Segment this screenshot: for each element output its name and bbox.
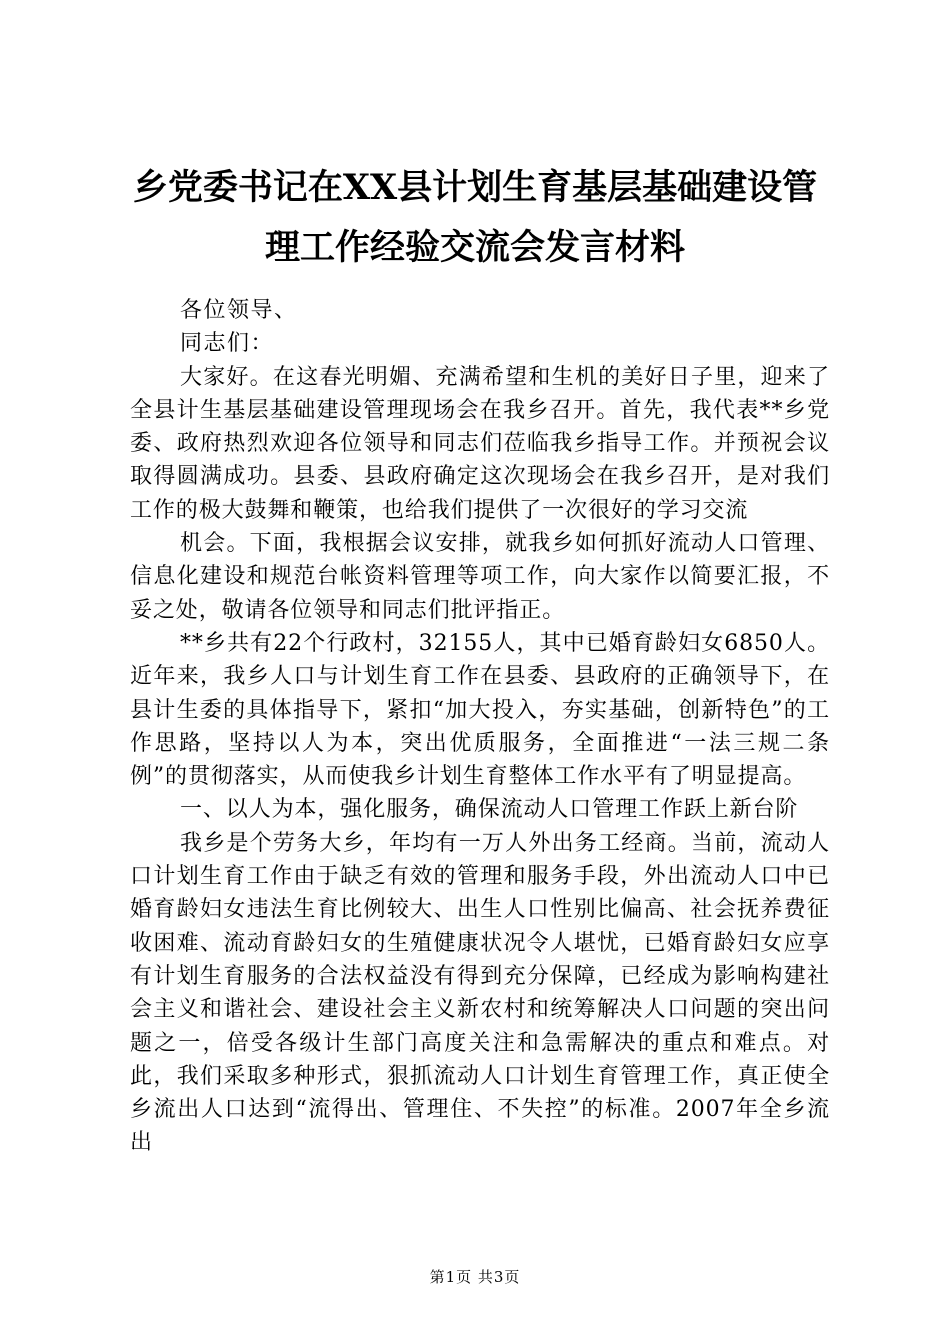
paragraph-report-intro: 机会。下面，我根据会议安排，就我乡如何抓好流动人口管理、信息化建设和规范台帐资料管理等项工作，向大家作以简要汇报，不妥之处，敬请各位领导和同志们批评指正。 — [130, 531, 830, 623]
title-line-1: 乡党委书记在XX县计划生育基层基础建设管 — [132, 167, 818, 208]
paragraph-greeting: 大家好。在这春光明媚、充满希望和生机的美好日子里，迎来了全县计生基层基础建设管理现场会在我乡召开。首先，我代表**乡党委、政府热烈欢迎各位领导和同志们莅临我乡指导工作。并预祝会议取得圆满成功。县委、县政府确定这次现场会在我乡召开，是对我们工作的极大鼓舞和鞭策，也给我们提供了一次很好的学习交流 — [130, 364, 830, 523]
document-body — [130, 294, 830, 1160]
document-title — [110, 158, 840, 278]
page-number: 第1页 共3页 — [429, 1268, 521, 1286]
title-line-2: 理工作经验交流会发言材料 — [264, 227, 685, 268]
section-heading-1: 一、以人为本，强化服务，确保流动人口管理工作跃上新台阶 — [180, 797, 799, 823]
salutation-leaders: 各位领导、 — [180, 298, 298, 323]
paragraph-floating-population: 我乡是个劳务大乡，年均有一万人外出务工经商。当前，流动人口计划生育工作由于缺乏有效的管理和服务手段，外出流动人口中已婚育龄妇女违法生育比例较大、出生人口性别比偏高、社会抚养费征收困难、流动育龄妇女的生殖健康状况令人堪忧，已婚育龄妇女应享有计划生育服务的合法权益没有得到充分保障，已经成为影响构建社会主义和谐社会、建设社会主义新农村和统筹解决人口问题的突出问题之一，倍受各级计生部门高度关注和急需解决的重点和难点。对此，我们采取多种形式，狠抓流动人口计划生育管理工作，真正使全乡流出人口达到“流得出、管理住、不失控”的标准。2007年全乡流出 — [130, 830, 830, 1156]
salutation-comrades: 同志们： — [180, 331, 275, 357]
paragraph-township-overview: **乡共有22个行政村，32155人，其中已婚育龄妇女6850人。近年来，我乡人口与计划生育工作在县委、县政府的正确领导下，在县计生委的具体指导下，紧扣“加大投入，夯实基础，创新特色”的工作思路，坚持以人为本，突出优质服务，全面推进“一法三规二条例”的贯彻落实，从而使我乡计划生育整体工作水平有了明显提高。 — [130, 630, 830, 790]
